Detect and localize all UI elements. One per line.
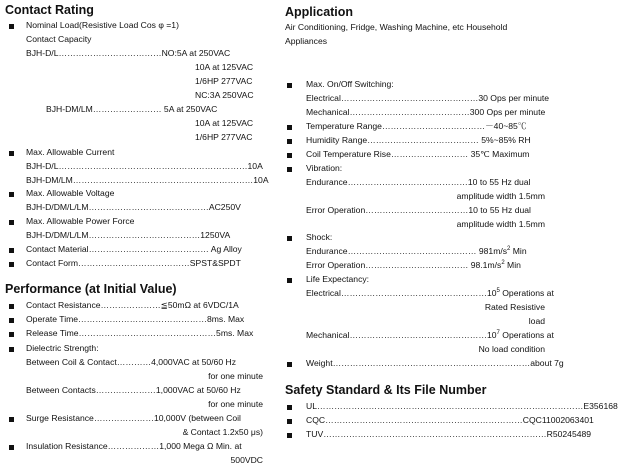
bullet — [9, 445, 14, 450]
nominal-load-label: Nominal Load(Resistive Load Cos φ =1) — [26, 20, 179, 30]
safety-ul: UL…………………………………………………………………………………E356168 — [306, 401, 618, 411]
switching-electrical: Electrical…………………………………………30 Ops per minute — [306, 93, 550, 103]
insulation-resistance-2: 500VDC — [230, 455, 263, 465]
application-heading: Application — [285, 5, 354, 19]
vibration-title: Vibration: — [306, 163, 343, 173]
contact-rating-heading: Contact Rating — [5, 3, 94, 17]
bjh-dl-capacity: BJH-D/L………………………………NO:5A at 250VAC — [26, 48, 231, 58]
bullet — [287, 167, 292, 172]
application-line2: Appliances — [285, 36, 328, 46]
bullet — [9, 24, 14, 29]
vibration-amplitude-2: amplitude width 1.5mm — [456, 219, 545, 229]
bullet — [287, 139, 292, 144]
bullet — [9, 304, 14, 309]
safety-tuv: TUV……………………………………………………………………R50245489 — [306, 429, 592, 439]
max-current-title: Max. Allowable Current — [26, 147, 115, 157]
bullet — [9, 332, 14, 337]
life-expectancy-title: Life Expectancy: — [306, 274, 370, 284]
life-load: load — [528, 316, 545, 326]
bullet — [9, 262, 14, 267]
coil-temperature-rise: Coil Temperature Rise……………………… 35℃ Maximum — [306, 149, 530, 159]
dl-capacity-hp: 1/6HP 277VAC — [195, 76, 253, 86]
dielectric-title: Dielectric Strength: — [26, 343, 99, 353]
bullet — [287, 83, 292, 88]
safety-heading: Safety Standard & Its File Number — [285, 383, 487, 397]
bullet — [9, 417, 14, 422]
shock-endurance: Endurance……………………………………… $981m/s^2$ Min — [306, 246, 527, 256]
contact-material: Contact Material…………………………………… Ag Alloy — [26, 244, 242, 254]
life-no-load: No load condition — [478, 344, 545, 354]
max-voltage-title: Max. Allowable Voltage — [26, 188, 115, 198]
contact-capacity-label: Contact Capacity — [26, 34, 92, 44]
bullet — [9, 347, 14, 352]
life-electrical: $Electrical\dots\dots\dots\dots\dots\dots\dots\dots\dots\dots\dots\dots\dots\dots\dots\dots\dots 10^5$ Operations at — [306, 288, 554, 298]
bullet — [9, 248, 14, 253]
safety-cqc: CQC……………………………………………………………CQC11002063401 — [306, 415, 594, 425]
max-current-dmlm: BJH-DM/LM………………………………………………………10A — [26, 175, 269, 185]
nc-capacity: NC:3A 250VAC — [195, 90, 254, 100]
bullet — [287, 362, 292, 367]
vibration-error-operation: Error Operation………………………………10 to 55 Hz dual — [306, 205, 531, 215]
dielectric-one-minute-2: for one minute — [208, 399, 263, 409]
operate-time: Operate Time………………………………………8ms. Max — [26, 314, 245, 324]
bjh-dmlm-capacity: BJH-DM/LM…………………… 5A at 250VAC — [46, 104, 218, 114]
dmlm-capacity-125vac: 10A at 125VAC — [195, 118, 254, 128]
surge-resistance-2: & Contact 1.2x50 μs) — [182, 427, 263, 437]
performance-heading: Performance (at Initial Value) — [5, 282, 177, 296]
life-rated-resistive: Rated Resistive — [484, 302, 545, 312]
temperature-range: Temperature Range………………………………－40~85℃ — [306, 121, 527, 131]
weight: Weight……………………………………………………………about 7g — [306, 358, 564, 368]
bullet — [287, 405, 292, 410]
dmlm-capacity-hp: 1/6HP 277VAC — [195, 132, 253, 142]
bullet — [287, 419, 292, 424]
contact-resistance: Contact Resistance…………………≦50mΩ at 6VDC/1A — [26, 300, 239, 310]
application-line1: Air Conditioning, Fridge, Washing Machine, etc Household — [285, 22, 508, 32]
bullet — [287, 278, 292, 283]
max-voltage-row: BJH-D/DM/L/LM……………………………………AC250V — [26, 202, 241, 212]
bullet — [287, 125, 292, 130]
bullet — [9, 318, 14, 323]
switching-mechanical: Mechanical……………………………………300 Ops per minute — [306, 107, 546, 117]
max-power-row: BJH-D/DM/L/LM…………………………………1250VA — [26, 230, 231, 240]
bullet — [9, 151, 14, 156]
switching-title: Max. On/Off Switching: — [306, 79, 394, 89]
dielectric-coil-contact: Between Coil & Contact…………4,000VAC at 50/60 Hz — [26, 357, 237, 367]
contact-form: Contact Form…………………………………SPST&SPDT — [26, 258, 241, 268]
bullet — [287, 153, 292, 158]
vibration-amplitude-1: amplitude width 1.5mm — [456, 191, 545, 201]
life-mechanical: $Mechanical\dots\dots\dots\dots\dots\dots\dots\dots\dots\dots\dots\dots\dots\dots\dots\dots 10^7$ Operations at — [306, 330, 554, 340]
max-power-title: Max. Allowable Power Force — [26, 216, 135, 226]
bullet — [287, 236, 292, 241]
dielectric-one-minute-1: for one minute — [208, 371, 263, 381]
bullet — [9, 220, 14, 225]
shock-error-operation: Error Operation……………………………… $98.1m/s^2$ Min — [306, 260, 521, 270]
bullet — [9, 192, 14, 197]
humidity-range: Humidity Range………………………………… 5%~85% RH — [306, 135, 531, 145]
dl-capacity-125vac: 10A at 125VAC — [195, 62, 254, 72]
max-current-dl: BJH-D/L…………………………………………………………10A — [26, 161, 263, 171]
release-time: Release Time…………………………………………5ms. Max — [26, 328, 254, 338]
vibration-endurance: Endurance……………………………………10 to 55 Hz dual — [306, 177, 531, 187]
surge-resistance: Surge Resistance…………………10,000V (between Coil — [26, 413, 241, 423]
insulation-resistance: Insulation Resistance………………1,000 Mega Ω Min. at — [26, 441, 242, 451]
bullet — [287, 433, 292, 438]
dielectric-contacts: Between Contacts…………………1,000VAC at 50/60 Hz — [26, 385, 241, 395]
shock-title: Shock: — [306, 232, 333, 242]
